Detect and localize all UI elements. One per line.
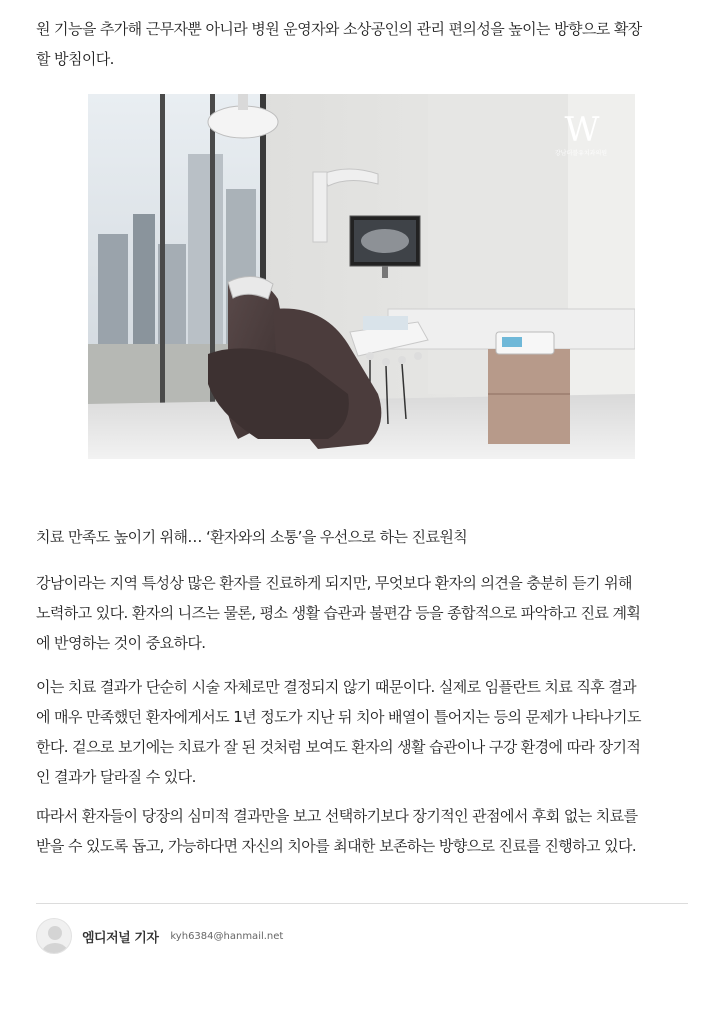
clinic-logo xyxy=(553,112,609,158)
paragraph-line: 따라서 환자들이 당장의 심미적 결과만을 보고 선택하기보다 장기적인 관점에서 후회 없는 치료를 xyxy=(36,807,638,825)
paragraph-line: 인 결과가 달라질 수 있다. xyxy=(36,768,196,786)
article-intro xyxy=(36,14,688,74)
reporter-email[interactable]: kyh6384@hanmail.net xyxy=(170,930,284,942)
byline xyxy=(36,917,283,955)
intro-line-1: 원 기능을 추가해 근무자뿐 아니라 병원 운영자와 소상공인의 관리 편의성을 높이는 방향으로 확장 xyxy=(36,20,642,38)
paragraph-line: 노력하고 있다. 환자의 니즈는 물론, 평소 생활 습관과 불편감 등을 종합적으로 파악하고 진료 계획 xyxy=(36,604,641,622)
logo-text: 강남더블유치과의원 xyxy=(554,150,608,157)
paragraph-1 xyxy=(36,568,688,658)
paragraph-line: 에 반영하는 것이 중요하다. xyxy=(36,634,206,652)
paragraph-3 xyxy=(36,801,688,861)
paragraph-2 xyxy=(36,672,688,792)
paragraph-line: 한다. 겉으로 보기에는 치료가 잘 된 것처럼 보여도 환자의 생활 습관이나 구강 환경에 따라 장기적 xyxy=(36,738,641,756)
reporter-avatar[interactable] xyxy=(36,918,72,954)
byline-divider xyxy=(36,903,688,904)
user-silhouette-icon xyxy=(37,919,72,954)
section-subheading: 치료 만족도 높이기 위해… ‘환자와의 소통’을 우선으로 하는 진료원칙 xyxy=(36,528,468,546)
dental-clinic-photo xyxy=(88,94,635,459)
reporter-name[interactable]: 엠디저널 기자 xyxy=(82,930,159,946)
logo-mark: W xyxy=(564,110,598,150)
paragraph-line: 받을 수 있도록 돕고, 가능하다면 자신의 치아를 최대한 보존하는 방향으로 진료를 진행하고 있다. xyxy=(36,837,637,855)
intro-line-2: 할 방침이다. xyxy=(36,50,114,68)
paragraph-line: 강남이라는 지역 특성상 많은 환자를 진료하게 되지만, 무엇보다 환자의 의견을 충분히 듣기 위해 xyxy=(36,574,632,592)
paragraph-line: 이는 치료 결과가 단순히 시술 자체로만 결정되지 않기 때문이다. 실제로 임플란트 치료 직후 결과 xyxy=(36,678,637,696)
paragraph-line: 에 매우 만족했던 환자에게서도 1년 정도가 지난 뒤 치아 배열이 틀어지는 등의 문제가 나타나기도 xyxy=(36,708,641,726)
